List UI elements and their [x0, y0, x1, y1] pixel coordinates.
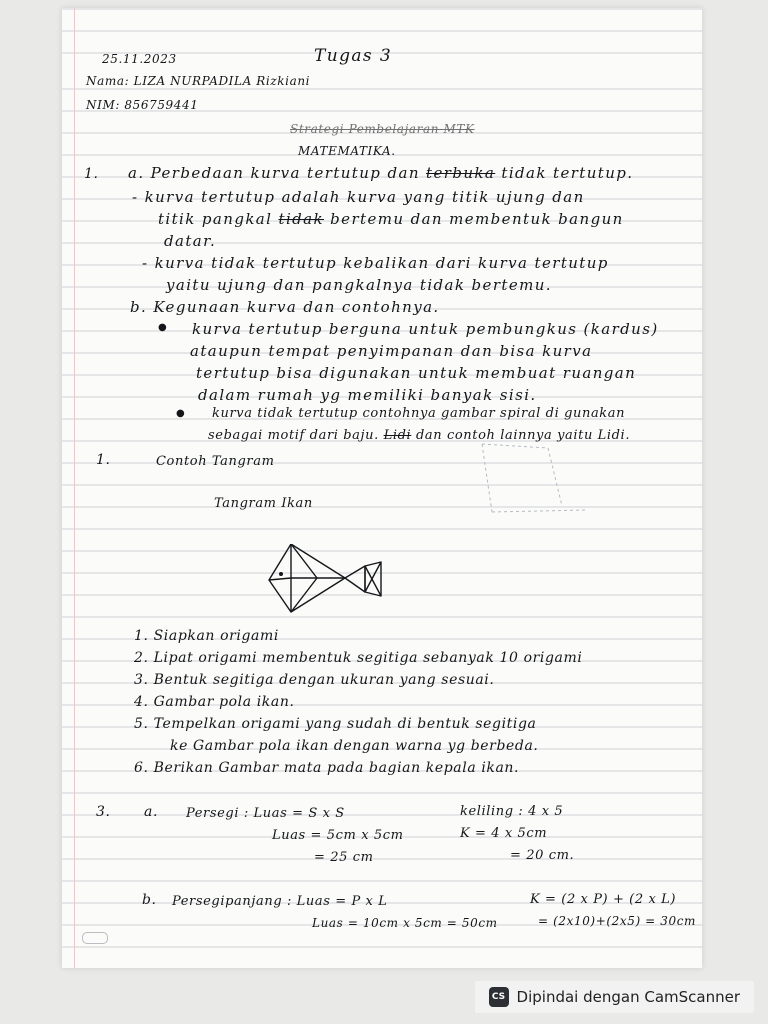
q1-line: kurva tertutup berguna untuk pembungkus (kardus)	[192, 320, 659, 338]
q1-line: dan contoh lainnya yaitu Lidi.	[416, 428, 631, 443]
q3-a-keliling: keliling : 4 x 5	[460, 804, 564, 819]
q1-line: sebagai motif dari baju.	[208, 428, 379, 443]
bullet-icon: ●	[176, 408, 186, 419]
q3-b-formula: Persegipanjang : Luas = P x L	[172, 894, 388, 909]
q3-a-luas-calc: Luas = 5cm x 5cm	[272, 828, 404, 843]
watermark-label: Dipindai dengan CamScanner	[516, 988, 740, 1006]
name-line: Nama: LIZA NURPADILA Rizkiani	[86, 74, 311, 88]
page-title: Tugas 3	[314, 46, 393, 66]
step-item: 1. Siapkan origami	[134, 628, 279, 644]
step-item: 2. Lipat origami membentuk segitiga sebanyak 10 origami	[134, 650, 583, 666]
camscanner-logo-icon: CS	[489, 987, 509, 1007]
struck-heading: Strategi Pembelajaran MTK	[290, 122, 475, 136]
tangram-fish-drawing	[265, 544, 385, 624]
q3-b-keliling: K = (2 x P) + (2 x L)	[530, 892, 677, 907]
q1-line: tertutup bisa digunakan untuk membuat ruangan	[196, 364, 637, 382]
q1-a-title-end: tidak tertutup.	[501, 164, 634, 182]
camscanner-watermark	[475, 981, 754, 1013]
q1-line: ataupun tempat penyimpanan dan bisa kurva	[190, 342, 593, 360]
question-1-number: 1.	[84, 166, 99, 182]
question-3-number: 3.	[96, 804, 111, 820]
step-item: ke Gambar pola ikan dengan warna yg berbeda.	[170, 738, 539, 754]
q3-b-luas-calc: Luas = 10cm x 5cm = 50cm	[312, 916, 498, 930]
step-item: 5. Tempelkan origami yang sudah di bentuk segitiga	[134, 716, 537, 732]
notebook-page	[62, 8, 702, 968]
q3-a-formula: Persegi : Luas = S x S	[186, 806, 345, 821]
q3-a-keliling-result: = 20 cm.	[510, 848, 575, 863]
step-item: 3. Bentuk segitiga dengan ukuran yang sesuai.	[134, 672, 495, 688]
q3-b-keliling-calc: = (2x10)+(2x5) = 30cm	[538, 914, 697, 928]
q3-a-luas-result: = 25 cm	[314, 850, 374, 865]
q1-a-struck: terbuka	[426, 164, 496, 182]
q1-line: - kurva tertutup adalah kurva yang titik ujung dan	[132, 188, 585, 206]
step-item: 4. Gambar pola ikan.	[134, 694, 295, 710]
bullet-icon: ●	[158, 322, 168, 333]
subject-heading: MATEMATIKA.	[298, 144, 396, 158]
q1-a-title: a. Perbedaan kurva tertutup dan	[128, 164, 420, 182]
q1-line: dalam rumah yg memiliki banyak sisi.	[198, 386, 537, 404]
date: 25.11.2023	[102, 52, 177, 66]
fish-title: Tangram Ikan	[214, 496, 313, 511]
q1-line: - kurva tidak tertutup kebalikan dari kurva tertutup	[142, 254, 609, 272]
q1-line: datar.	[164, 232, 217, 250]
q1-struck-lidi: Lidi	[383, 428, 412, 443]
q3-a-label: a.	[144, 804, 158, 820]
binder-hole	[82, 932, 108, 944]
q1-line: titik pangkal	[158, 210, 273, 228]
q1-struck-tidak: tidak	[278, 210, 324, 228]
tangram-title: Contoh Tangram	[156, 454, 275, 469]
step-item: 6. Berikan Gambar mata pada bagian kepala ikan.	[134, 760, 520, 776]
fish-eye	[279, 572, 283, 576]
question-2-number: 1.	[96, 452, 111, 468]
bleed-through-sketch	[462, 440, 602, 532]
q1-line: yaitu ujung dan pangkalnya tidak bertemu.	[166, 276, 552, 294]
nim-line: NIM: 856759441	[86, 98, 199, 112]
q3-b-label: b.	[142, 892, 157, 908]
q1-line: kurva tidak tertutup contohnya gambar spiral di gunakan	[212, 406, 626, 421]
q3-a-keliling-calc: K = 4 x 5cm	[460, 826, 548, 841]
margin-line	[74, 8, 75, 968]
q1-line: bertemu dan membentuk bangun	[330, 210, 624, 228]
q1-b-title: b. Kegunaan kurva dan contohnya.	[130, 298, 440, 316]
